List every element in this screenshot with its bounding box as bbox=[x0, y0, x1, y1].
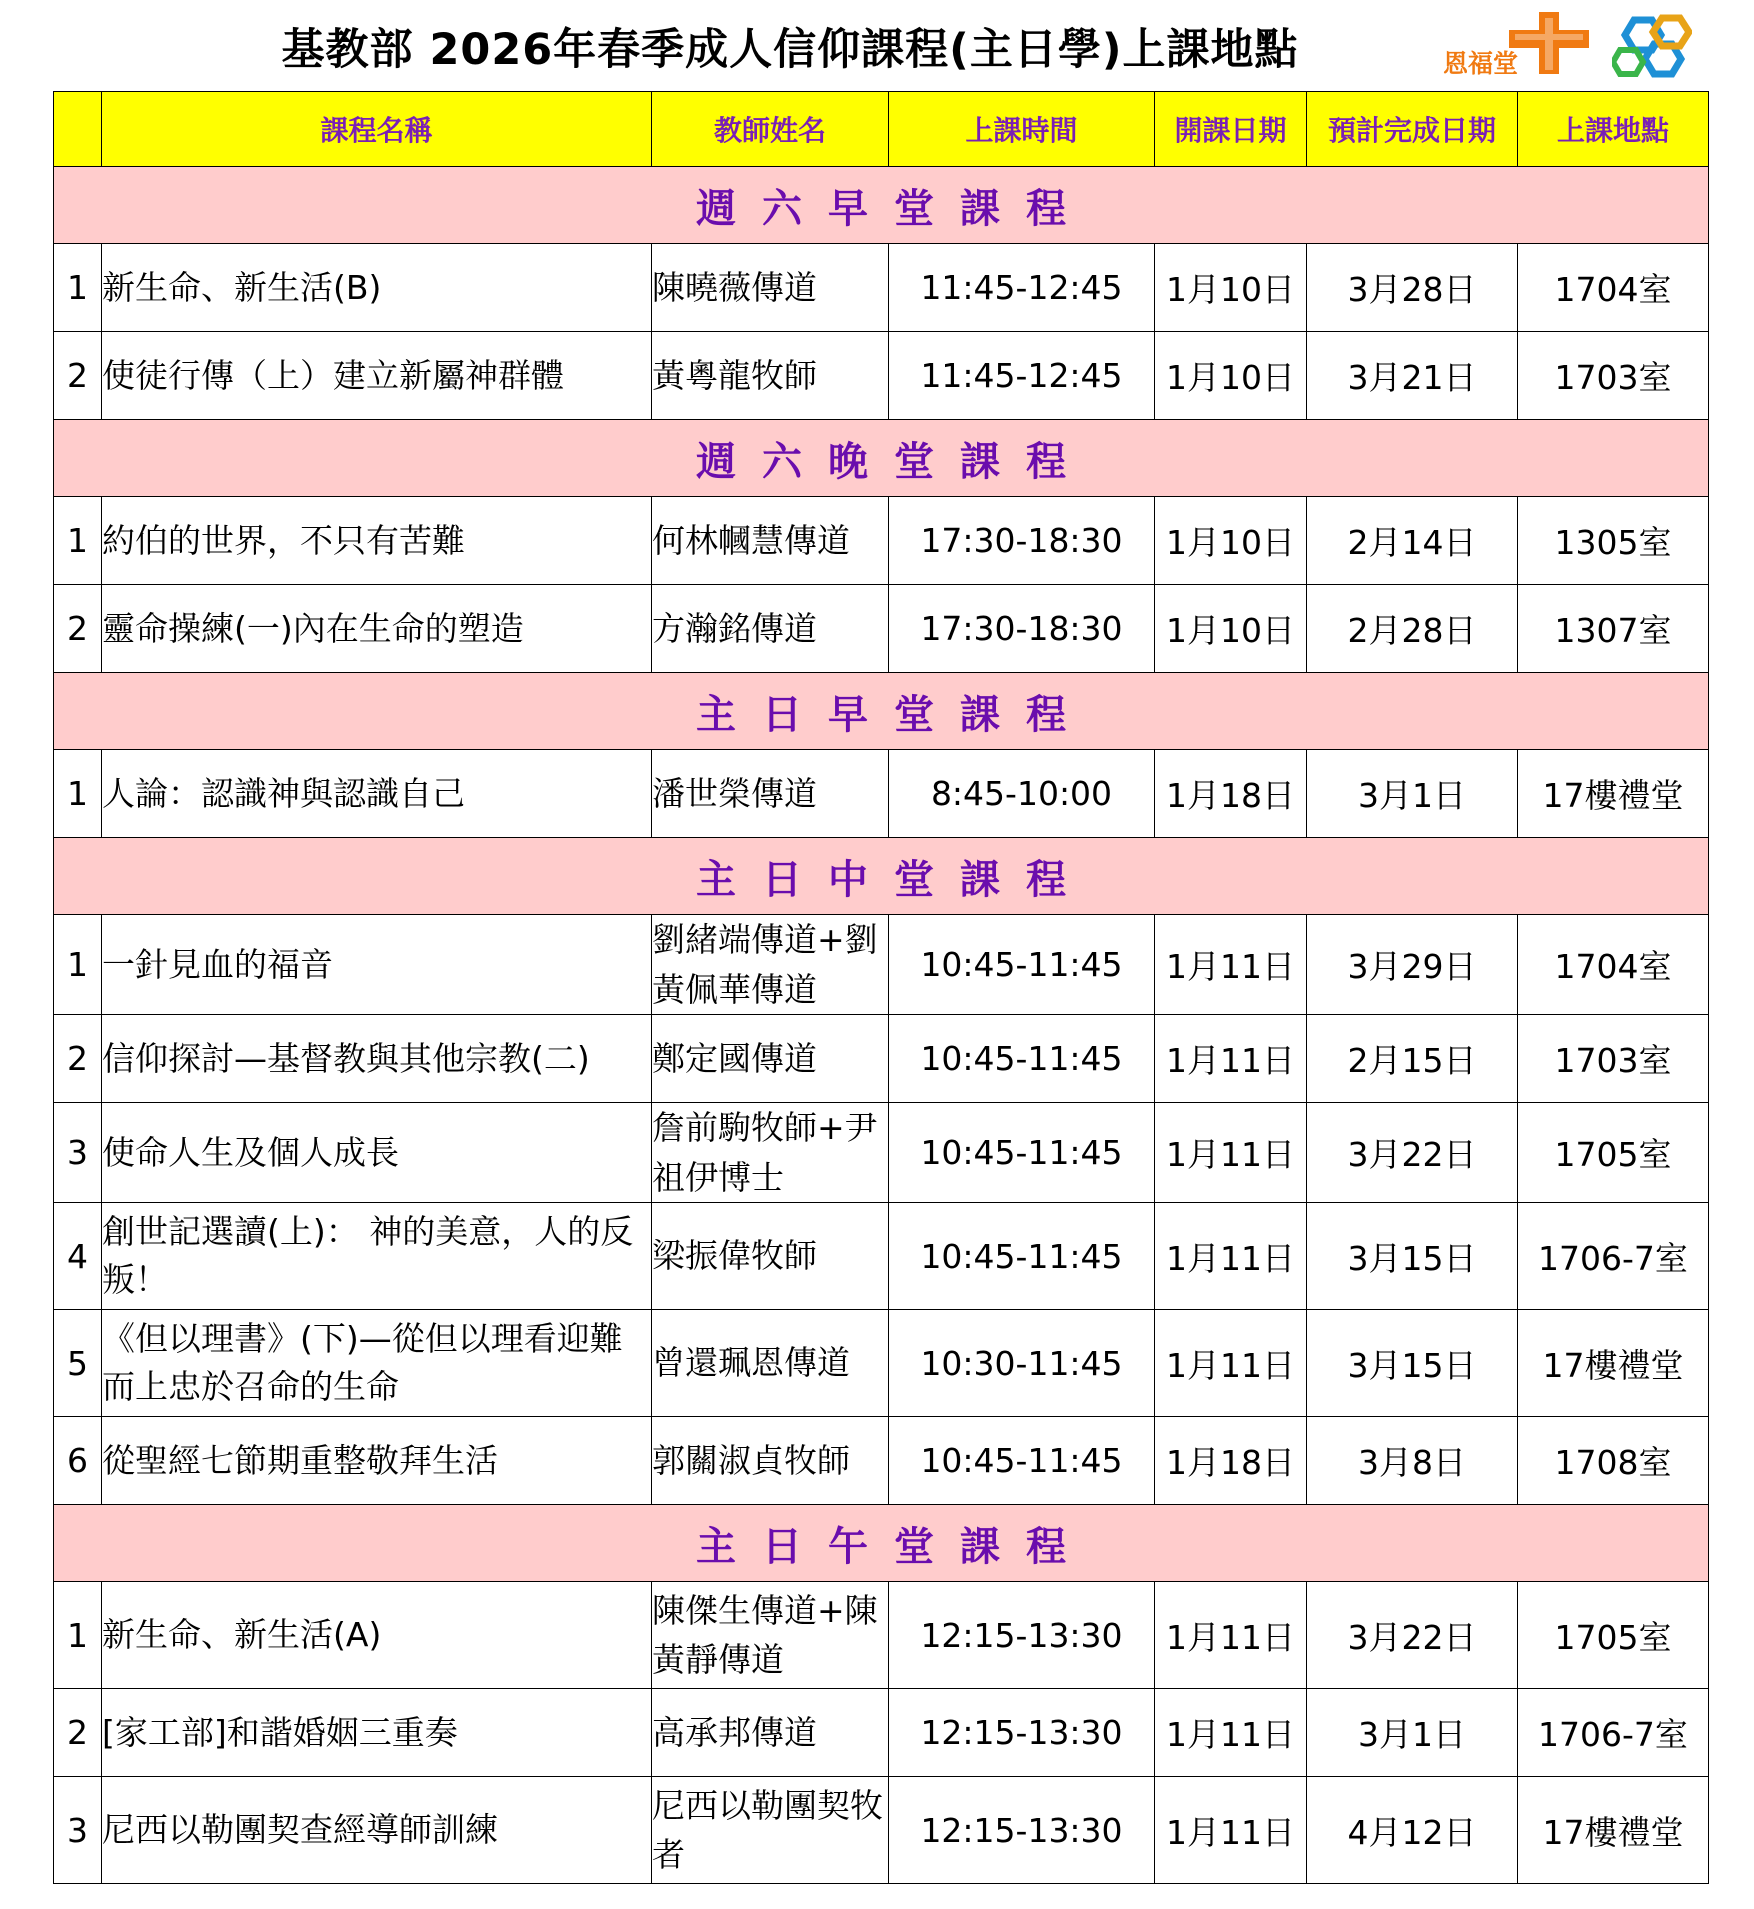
start-date-cell: 1月11日 bbox=[1155, 1015, 1307, 1103]
teacher-name-cell: 黃粵龍牧師 bbox=[652, 332, 889, 420]
teacher-name-cell: 高承邦傳道 bbox=[652, 1689, 889, 1777]
end-date-cell: 3月21日 bbox=[1307, 332, 1518, 420]
location-cell: 1307室 bbox=[1518, 585, 1709, 673]
table-row bbox=[54, 244, 1709, 332]
course-name-cell: 人論：認識神與認識自己 bbox=[102, 750, 652, 838]
header-num bbox=[54, 92, 102, 167]
class-time-cell: 11:45-12:45 bbox=[889, 244, 1155, 332]
section-header-row bbox=[54, 673, 1709, 750]
row-number-cell: 1 bbox=[54, 1582, 102, 1689]
row-number-cell: 2 bbox=[54, 1015, 102, 1103]
class-time-cell: 17:30-18:30 bbox=[889, 497, 1155, 585]
class-time-cell: 11:45-12:45 bbox=[889, 332, 1155, 420]
location-cell: 17樓禮堂 bbox=[1518, 750, 1709, 838]
end-date-cell: 4月12日 bbox=[1307, 1777, 1518, 1884]
location-cell: 1705室 bbox=[1518, 1103, 1709, 1203]
start-date-cell: 1月11日 bbox=[1155, 1689, 1307, 1777]
course-schedule-table bbox=[53, 91, 1709, 1884]
teacher-name-cell: 陳傑生傳道+陳黃靜傳道 bbox=[652, 1582, 889, 1689]
course-name-cell: 靈命操練(一)內在生命的塑造 bbox=[102, 585, 652, 673]
course-name-cell: 《但以理書》(下)—從但以理看迎難而上忠於召命的生命 bbox=[102, 1310, 652, 1417]
location-cell: 1305室 bbox=[1518, 497, 1709, 585]
end-date-cell: 3月22日 bbox=[1307, 1103, 1518, 1203]
teacher-name-cell: 梁振偉牧師 bbox=[652, 1203, 889, 1310]
end-date-cell: 2月28日 bbox=[1307, 585, 1518, 673]
course-name-cell: [家工部]和諧婚姻三重奏 bbox=[102, 1689, 652, 1777]
section-title: 主日早堂課程 bbox=[54, 673, 1709, 750]
course-name-cell: 使命人生及個人成長 bbox=[102, 1103, 652, 1203]
course-name-cell: 一針見血的福音 bbox=[102, 915, 652, 1015]
location-cell: 1703室 bbox=[1518, 1015, 1709, 1103]
class-time-cell: 10:45-11:45 bbox=[889, 915, 1155, 1015]
location-cell: 1705室 bbox=[1518, 1582, 1709, 1689]
class-time-cell: 12:15-13:30 bbox=[889, 1582, 1155, 1689]
end-date-cell: 3月1日 bbox=[1307, 1689, 1518, 1777]
teacher-name-cell: 潘世榮傳道 bbox=[652, 750, 889, 838]
class-time-cell: 10:45-11:45 bbox=[889, 1203, 1155, 1310]
row-number-cell: 1 bbox=[54, 244, 102, 332]
table-row bbox=[54, 585, 1709, 673]
table-row bbox=[54, 1203, 1709, 1310]
end-date-cell: 3月15日 bbox=[1307, 1310, 1518, 1417]
location-cell: 1704室 bbox=[1518, 244, 1709, 332]
table-row bbox=[54, 1777, 1709, 1884]
end-date-cell: 3月29日 bbox=[1307, 915, 1518, 1015]
location-cell: 17樓禮堂 bbox=[1518, 1777, 1709, 1884]
teacher-name-cell: 鄭定國傳道 bbox=[652, 1015, 889, 1103]
row-number-cell: 2 bbox=[54, 585, 102, 673]
section-title: 主日午堂課程 bbox=[54, 1505, 1709, 1582]
end-date-cell: 3月8日 bbox=[1307, 1417, 1518, 1505]
row-number-cell: 2 bbox=[54, 1689, 102, 1777]
header-start-date: 開課日期 bbox=[1155, 92, 1307, 167]
row-number-cell: 2 bbox=[54, 332, 102, 420]
row-number-cell: 4 bbox=[54, 1203, 102, 1310]
location-cell: 1704室 bbox=[1518, 915, 1709, 1015]
table-row bbox=[54, 1582, 1709, 1689]
church-logo-text: 恩福堂 bbox=[1443, 49, 1519, 78]
start-date-cell: 1月18日 bbox=[1155, 1417, 1307, 1505]
row-number-cell: 3 bbox=[54, 1777, 102, 1884]
course-name-cell: 新生命、新生活(A) bbox=[102, 1582, 652, 1689]
class-time-cell: 12:15-13:30 bbox=[889, 1777, 1155, 1884]
end-date-cell: 3月22日 bbox=[1307, 1582, 1518, 1689]
class-time-cell: 10:45-11:45 bbox=[889, 1103, 1155, 1203]
end-date-cell: 2月15日 bbox=[1307, 1015, 1518, 1103]
teacher-name-cell: 何林幗慧傳道 bbox=[652, 497, 889, 585]
location-cell: 1706-7室 bbox=[1518, 1689, 1709, 1777]
section-title: 週六晚堂課程 bbox=[54, 420, 1709, 497]
header-end-date: 預計完成日期 bbox=[1307, 92, 1518, 167]
table-header-row bbox=[54, 92, 1709, 167]
section-header-row bbox=[54, 167, 1709, 244]
start-date-cell: 1月10日 bbox=[1155, 585, 1307, 673]
header-course: 課程名稱 bbox=[102, 92, 652, 167]
teacher-name-cell: 劉緒端傳道+劉黃佩華傳道 bbox=[652, 915, 889, 1015]
end-date-cell: 3月15日 bbox=[1307, 1203, 1518, 1310]
class-time-cell: 8:45-10:00 bbox=[889, 750, 1155, 838]
teacher-name-cell: 尼西以勒團契牧者 bbox=[652, 1777, 889, 1884]
table-row bbox=[54, 1417, 1709, 1505]
row-number-cell: 5 bbox=[54, 1310, 102, 1417]
teacher-name-cell: 曾還珮恩傳道 bbox=[652, 1310, 889, 1417]
course-name-cell: 信仰探討—基督教與其他宗教(二) bbox=[102, 1015, 652, 1103]
class-time-cell: 10:45-11:45 bbox=[889, 1417, 1155, 1505]
table-row bbox=[54, 1689, 1709, 1777]
teacher-name-cell: 陳曉薇傳道 bbox=[652, 244, 889, 332]
end-date-cell: 3月28日 bbox=[1307, 244, 1518, 332]
header-location: 上課地點 bbox=[1518, 92, 1709, 167]
teacher-name-cell: 郭關淑貞牧師 bbox=[652, 1417, 889, 1505]
table-row bbox=[54, 1103, 1709, 1203]
class-time-cell: 10:45-11:45 bbox=[889, 1015, 1155, 1103]
row-number-cell: 6 bbox=[54, 1417, 102, 1505]
section-title: 主日中堂課程 bbox=[54, 838, 1709, 915]
course-name-cell: 從聖經七節期重整敬拜生活 bbox=[102, 1417, 652, 1505]
start-date-cell: 1月11日 bbox=[1155, 1777, 1307, 1884]
start-date-cell: 1月11日 bbox=[1155, 1103, 1307, 1203]
table-row bbox=[54, 1310, 1709, 1417]
start-date-cell: 1月11日 bbox=[1155, 1310, 1307, 1417]
end-date-cell: 3月1日 bbox=[1307, 750, 1518, 838]
location-cell: 1703室 bbox=[1518, 332, 1709, 420]
class-time-cell: 10:30-11:45 bbox=[889, 1310, 1155, 1417]
section-header-row bbox=[54, 838, 1709, 915]
class-time-cell: 12:15-13:30 bbox=[889, 1689, 1155, 1777]
course-name-cell: 尼西以勒團契查經導師訓練 bbox=[102, 1777, 652, 1884]
teacher-name-cell: 詹前駒牧師+尹祖伊博士 bbox=[652, 1103, 889, 1203]
row-number-cell: 1 bbox=[54, 750, 102, 838]
table-row bbox=[54, 750, 1709, 838]
start-date-cell: 1月10日 bbox=[1155, 332, 1307, 420]
end-date-cell: 2月14日 bbox=[1307, 497, 1518, 585]
class-time-cell: 17:30-18:30 bbox=[889, 585, 1155, 673]
page-title: 基教部 2026年春季成人信仰課程(主日學)上課地點 bbox=[281, 25, 1299, 75]
section-header-row bbox=[54, 420, 1709, 497]
row-number-cell: 3 bbox=[54, 1103, 102, 1203]
header-teacher: 教師姓名 bbox=[652, 92, 889, 167]
start-date-cell: 1月10日 bbox=[1155, 244, 1307, 332]
location-cell: 1706-7室 bbox=[1518, 1203, 1709, 1310]
table-row bbox=[54, 332, 1709, 420]
course-name-cell: 使徒行傳（上）建立新屬神群體 bbox=[102, 332, 652, 420]
course-name-cell: 約伯的世界，不只有苦難 bbox=[102, 497, 652, 585]
cross-icon bbox=[1505, 10, 1593, 76]
course-name-cell: 新生命、新生活(B) bbox=[102, 244, 652, 332]
start-date-cell: 1月11日 bbox=[1155, 1203, 1307, 1310]
course-name-cell: 創世記選讀(上)： 神的美意，人的反叛！ bbox=[102, 1203, 652, 1310]
start-date-cell: 1月10日 bbox=[1155, 497, 1307, 585]
table-row bbox=[54, 1015, 1709, 1103]
start-date-cell: 1月11日 bbox=[1155, 1582, 1307, 1689]
hexagon-logo-icon bbox=[1612, 14, 1692, 80]
location-cell: 17樓禮堂 bbox=[1518, 1310, 1709, 1417]
section-title: 週六早堂課程 bbox=[54, 167, 1709, 244]
table-row bbox=[54, 497, 1709, 585]
table-row bbox=[54, 915, 1709, 1015]
teacher-name-cell: 方瀚銘傳道 bbox=[652, 585, 889, 673]
row-number-cell: 1 bbox=[54, 497, 102, 585]
start-date-cell: 1月11日 bbox=[1155, 915, 1307, 1015]
location-cell: 1708室 bbox=[1518, 1417, 1709, 1505]
section-header-row bbox=[54, 1505, 1709, 1582]
start-date-cell: 1月18日 bbox=[1155, 750, 1307, 838]
row-number-cell: 1 bbox=[54, 915, 102, 1015]
header-time: 上課時間 bbox=[889, 92, 1155, 167]
